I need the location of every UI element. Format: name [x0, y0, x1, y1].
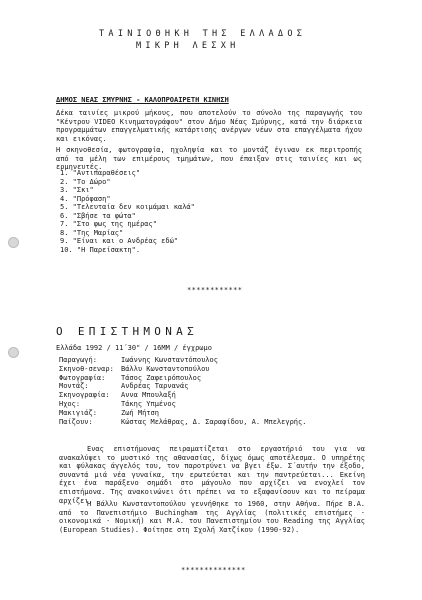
section1-title: ΔΗΜΟΣ ΝΕΑΣ ΣΜΥΡΝΗΣ - ΚΑΛΟΠΡΟΑΙΡΕΤΗ ΚΙΝΗΣΗ: [56, 96, 229, 104]
credit-row: [59, 418, 306, 427]
list-item: 7. "Στο φως της ημέρας": [60, 220, 157, 228]
credit-name: Αννα Μπουλαξή: [121, 391, 176, 400]
separator-stars: **************: [181, 566, 246, 574]
credit-name: Ζωή Μήτση: [121, 408, 159, 417]
credits-block: [59, 356, 306, 426]
bio-paragraph: Η Βάλλυ Κωνσταντοπούλου γεννήθηκε το 1960, στην Αθήνα. Πήρε B.A. από το Πανεπιστήμιο Buchingham της Αγγλίας (πολιτικές επιστήμες - οικονομικά - Νομική) και M.A. του Πανεπιστημίου του Reading της Αγγλίας (European Studies). Φοίτησε στη Σχολή Χατζίκου (1990-92).: [59, 500, 365, 534]
credit-row: [59, 400, 306, 409]
list-item: 9. "Είναι και ο Ανδρέας εδώ": [60, 237, 179, 245]
synopsis-paragraph: Ενας επιστήμονας πειραματίζεται στο εργαστήριό του για να ανακαλύψει το μυστικό της αθανασίας, δίχως όμως αποτέλεσμα. Ο υπηρέτης και φύλακας άγγελός του, τον παροτρύνει να βγει έξω. Σ΄αυτήν την έξοδο, συναντά μιά νέα γυναίκα, την ερωτεύεται και την παντρεύεται... Εκείνη έχει ένα παράξενο σημάδι στο μάγουλο που αρχίζει να ενοχλεί τον επιστήμονα. Της ανακοινώνει ότι πρέπει να το εξαφανίσουν και το πείραμα αρχίζει.: [59, 445, 365, 505]
punch-hole: [8, 347, 19, 358]
credit-role: Παραγωγή:: [59, 356, 97, 364]
credit-role: Παίζουν:: [59, 417, 93, 426]
list-item: 8. "Της Μαρίας": [60, 228, 124, 237]
list-item: 3. "Σκι": [60, 186, 94, 194]
credit-name: Κώστας Μελάθρας, Δ. Σαραφίδου, Α. Μπελεγρής.: [121, 417, 307, 426]
section1-para1: Δέκα ταινίες μικρού μήκους, που αποτελούν το σύνολο της παραγωγής του "Κέντρου VIDEO Κινηματογράφου" στον Δήμο Νέας Σμύρνης, κατά την διάρκεια προγραμμάτων επαγγελματικής κατάρτισης ανέργων νέων στα επαγγέλματα ήχου και εικόνας.: [56, 109, 362, 143]
credit-name: Τάσος Ζαφειρόπουλος: [121, 373, 202, 382]
credit-row: [59, 374, 306, 383]
credit-role: Μοντάζ:: [59, 382, 89, 391]
credit-role: Ηχος:: [59, 399, 81, 408]
section2-title: Ο ΕΠΙΣΤΗΜΟΝΑΣ: [56, 325, 198, 338]
film-list: [60, 169, 195, 254]
credit-role: Φωτογραφία:: [59, 373, 106, 382]
list-item: 1. "Αντιπαραθέσεις": [60, 169, 141, 177]
credit-role: Μακιγιάζ:: [59, 408, 97, 417]
header-line2: ΜΙΚΡΗ ΛΕΣΧΗ: [136, 41, 240, 51]
list-item: 2. "Το Δώρο": [60, 177, 111, 186]
list-item: 10. "Η Παρείσακτη".: [60, 245, 141, 254]
list-item: 4. "Πρόφαση": [60, 194, 111, 203]
credit-row: [59, 356, 306, 365]
film-meta: Ελλάδα 1992 / 11΄30" / 16ΜΜ / έγχρωμο: [56, 344, 212, 352]
header-line1: ΤΑΙΝΙΟΘΗΚΗ ΤΗΣ ΕΛΛΑΔΟΣ: [99, 29, 307, 39]
list-item: 5. "Τελευταία δεν κοιμάμαι καλά": [60, 203, 195, 211]
punch-hole: [8, 237, 19, 248]
credit-name: Τάκης Υπμένος: [121, 399, 176, 408]
credit-name: Ανδρέας Ταρνανάς: [121, 382, 189, 391]
list-item: 6. "Σβήσε τα φώτα": [60, 211, 136, 220]
credit-row: [59, 391, 306, 400]
credit-name: Ιωάννης Κωνσταντόπουλος: [121, 356, 218, 364]
credit-name: Βάλλυ Κωνσταντοπούλου: [121, 364, 210, 373]
credit-role: Σκηνοθ-σεναρ:: [59, 364, 114, 373]
separator-stars: ************: [187, 286, 243, 294]
credit-role: Σκηνογραφία:: [59, 391, 110, 400]
credit-row: [59, 382, 306, 391]
credit-row: [59, 365, 306, 374]
section1-para2: Η σκηνοθεσία, φωτογραφία, ηχοληψία και το μοντάζ έγιναν εκ περιτροπής από τα μέλη των επιμέρους τμημάτων, που έπαιξαν στις ταινίες και ως ερμηνευτές.: [56, 146, 362, 172]
credit-row: [59, 409, 306, 418]
